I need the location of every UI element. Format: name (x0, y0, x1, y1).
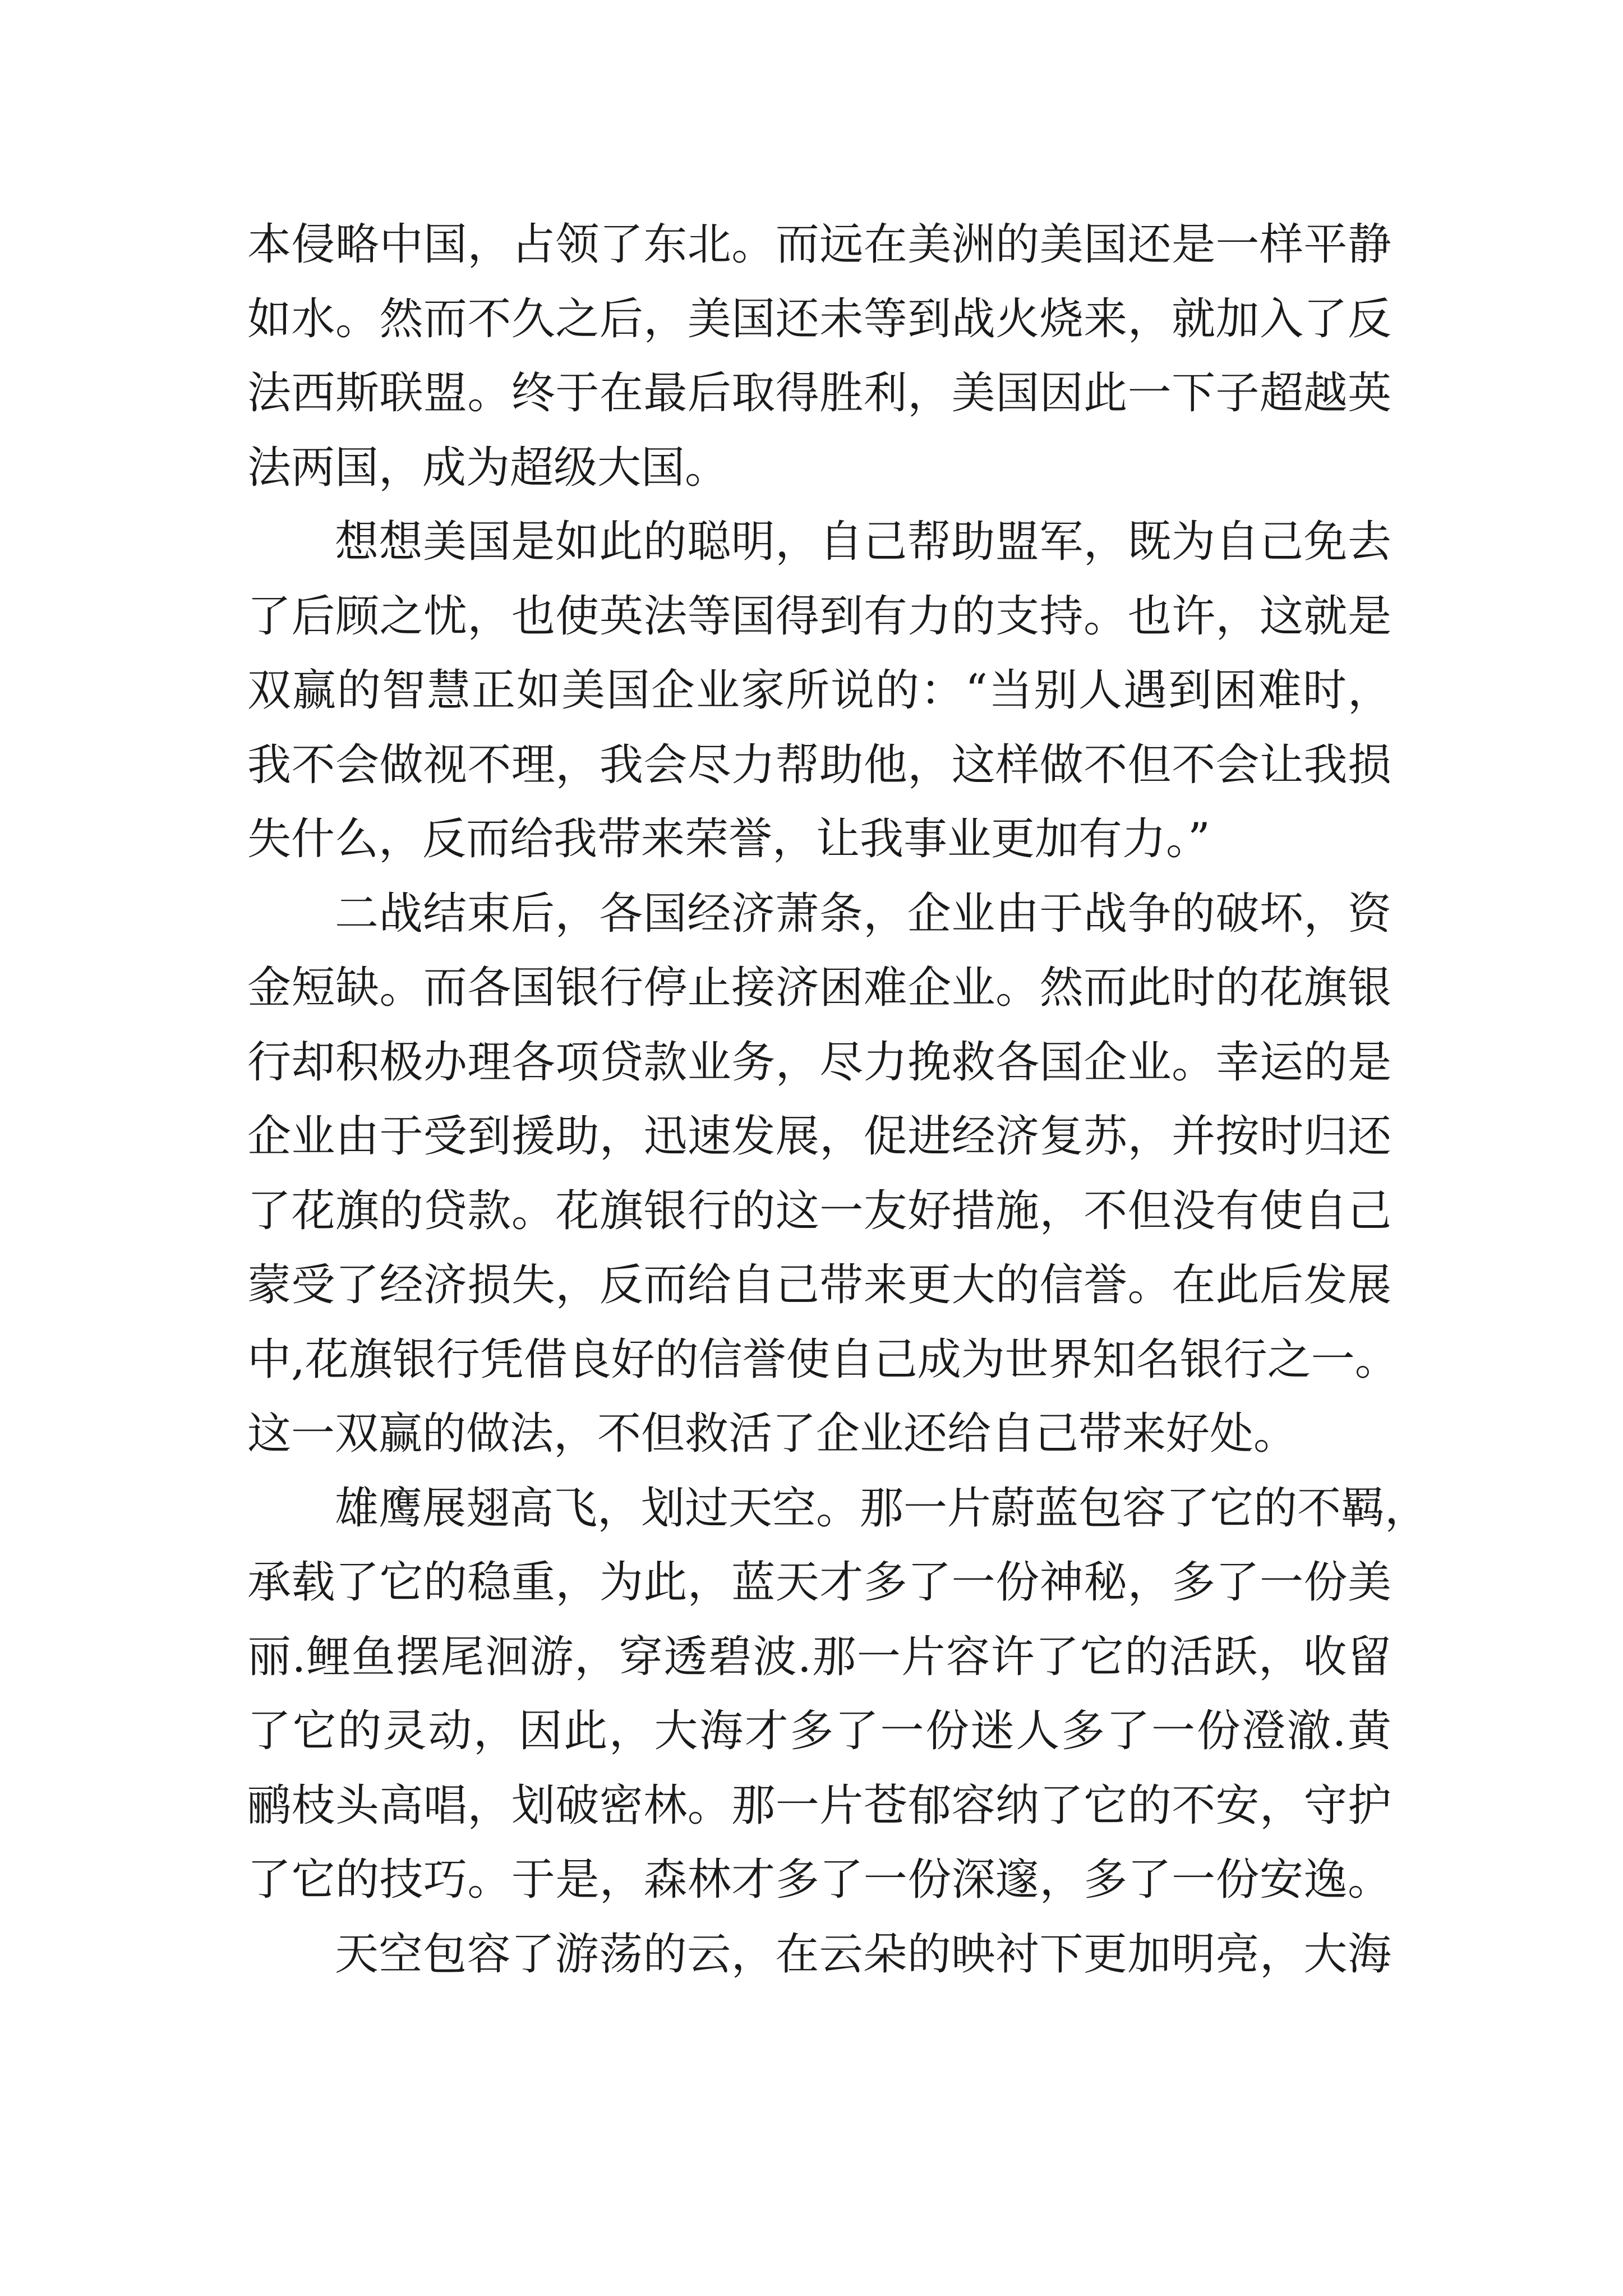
text-line: 了后顾之忧，也使英法等国得到有力的支持。也许，这就是 (247, 591, 1391, 642)
text-line: 丽.鲤鱼摆尾洄游，穿透碧波.那一片容许了它的活跃，收留 (247, 1631, 1391, 1682)
text-line: 我不会做视不理，我会尽力帮助他，这样做不但不会让我损 (247, 739, 1391, 790)
text-line: 如水。然而不久之后，美国还未等到战火烧来，就加入了反 (247, 293, 1391, 344)
paragraph-first-line: 想想美国是如此的聪明，自己帮助盟军，既为自己免去 (335, 517, 1391, 567)
text-line: 承载了它的稳重，为此，蓝天才多了一份神秘，多了一份美 (247, 1557, 1391, 1608)
text-line: 蒙受了经济损失，反而给自己带来更大的信誉。在此后发展 (247, 1260, 1391, 1310)
text-line: 中,花旗银行凭借良好的信誉使自己成为世界知名银行之一。 (247, 1334, 1399, 1385)
text-line: 了它的技巧。于是，森林才多了一份深邃，多了一份安逸。 (247, 1855, 1391, 1905)
text-line: 了花旗的贷款。花旗银行的这一友好措施，不但没有使自己 (247, 1185, 1391, 1236)
text-line: 行却积极办理各项贷款业务，尽力挽救各国企业。幸运的是 (247, 1037, 1391, 1088)
text-line: 失什么，反而给我带来荣誉，让我事业更加有力。” (247, 814, 1210, 864)
text-line: 了它的灵动，因此，大海才多了一份迷人多了一份澄澈.黄 (247, 1706, 1391, 1756)
paragraph-first-line: 雄鹰展翅高飞，划过天空。那一片蔚蓝包容了它的不羁， (335, 1483, 1429, 1534)
text-line: 法西斯联盟。终于在最后取得胜利，美国因此一下子超越英 (247, 368, 1391, 418)
text-line: 本侵略中国，占领了东北。而远在美洲的美国还是一样平静 (247, 219, 1391, 270)
paragraph-first-line: 天空包容了游荡的云，在云朵的映衬下更加明亮，大海 (335, 1929, 1391, 1980)
text-line: 双赢的智慧正如美国企业家所说的：“当别人遇到困难时， (247, 665, 1391, 716)
text-line: 这一双赢的做法，不但救活了企业还给自己带来好处。 (247, 1409, 1298, 1459)
essay-text (247, 208, 1429, 1991)
text-line: 法两国，成为超级大国。 (247, 442, 729, 493)
text-line: 鹂枝头高唱，划破密林。那一片苍郁容纳了它的不安，守护 (247, 1780, 1391, 1831)
paragraph-first-line: 二战结束后，各国经济萧条，企业由于战争的破坏，资 (335, 888, 1391, 939)
text-line: 金短缺。而各国银行停止接济困难企业。然而此时的花旗银 (247, 963, 1391, 1013)
text-line: 企业由于受到援助，迅速发展，促进经济复苏，并按时归还 (247, 1111, 1391, 1162)
